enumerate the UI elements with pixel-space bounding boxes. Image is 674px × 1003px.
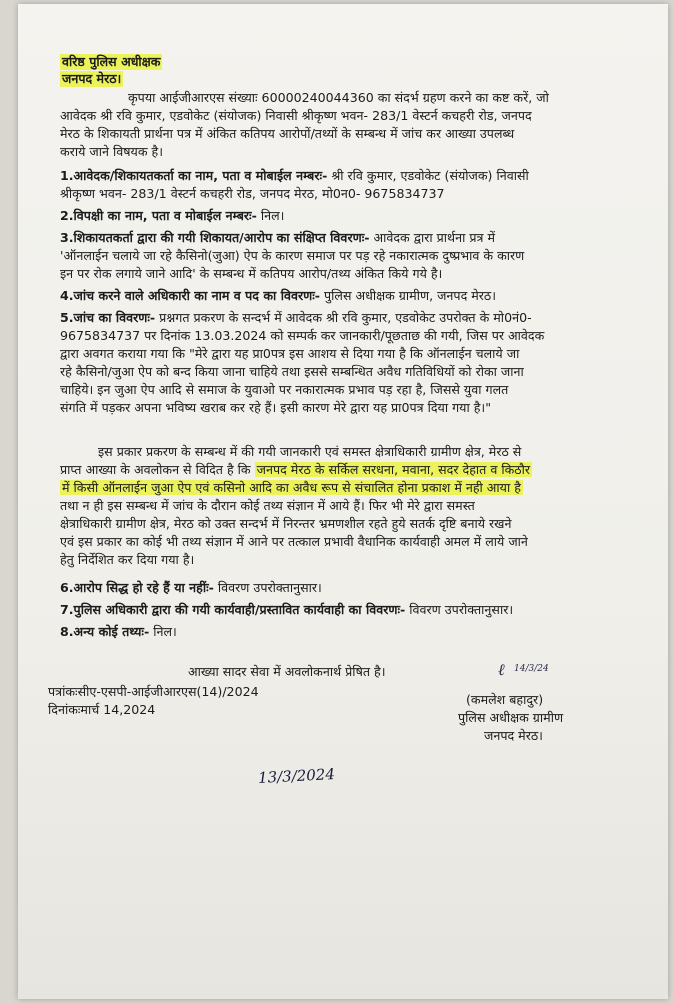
item-5-value: प्रश्नगत प्रकरण के सन्दर्भ में आवेदक श्री रवि कुमार, एडवोकेट उपरोक्त के मो0नं0- bbox=[155, 310, 532, 325]
item-4-value: पुलिस अधीक्षक ग्रामीण, जनपद मेरठ। bbox=[320, 288, 497, 303]
item-7-value: विवरण उपरोक्तानुसार। bbox=[405, 602, 514, 617]
item-6-line bbox=[60, 580, 322, 596]
signatory-district: जनपद मेरठ। bbox=[484, 728, 543, 743]
dinank: दिनांकःमार्च 14,2024 bbox=[48, 702, 156, 717]
item-3-line3: इन पर रोक लगाये जाने आदि' के सम्बन्ध में कतिपय आरोप/तथ्य अंकित किये गये है। bbox=[60, 266, 443, 281]
item-8-line bbox=[60, 624, 177, 640]
findings-line bbox=[60, 480, 523, 496]
item-3-label: 3.शिकायतकर्ता द्वारा की गयी शिकायत/आरोप का संक्षिप्त विवरणः- bbox=[60, 230, 370, 245]
item-3-line bbox=[60, 230, 495, 246]
item-6-value: विवरण उपरोक्तानुसार। bbox=[213, 580, 322, 595]
addressee-title: वरिष्ठ पुलिस अधीक्षक bbox=[62, 54, 161, 69]
item-2-value: निल। bbox=[256, 208, 285, 223]
item-5-label: 5.जांच का विवरणः- bbox=[60, 310, 156, 325]
signatory-designation: पुलिस अधीक्षक ग्रामीण bbox=[458, 710, 564, 725]
item-3-line2: 'ऑनलाईन चलाये जा रहे कैसिनो(जुआ) ऐप के कारण समाज पर पड़ रहे नकारात्मक दुष्प्रभाव के कारण bbox=[60, 248, 525, 263]
item-3-value: आवेदक द्वारा प्रार्थना प्रत्र में bbox=[369, 230, 496, 245]
findings-line: एवं इस प्रकार का कोई भी तथ्य संज्ञान में आने पर तत्काल प्रभावी वैधानिक कार्यवाही अमल में लाये जाने bbox=[60, 534, 528, 549]
handwritten-date: 13/3/2024 bbox=[257, 764, 336, 788]
findings-line: तथा न ही इस सम्बन्ध में जांच के दौरान कोई तथ्य संज्ञान में आये हैं। फिर भी मेरे द्वारा समस्त bbox=[60, 498, 475, 513]
signature-mark: ℓ bbox=[498, 660, 505, 679]
item-5-text: 9675834737 पर दिनांक 13.03.2024 को सम्पर्क कर जानकारी/पूछताछ की गयी, जिस पर आवेदक bbox=[60, 328, 545, 343]
findings-line: इस प्रकार प्रकरण के सम्बन्ध में की गयी जानकारी एवं समस्त क्षेत्राधिकारी ग्रामीण क्षेत्र, मेरठ से bbox=[98, 444, 522, 459]
intro-line: मेरठ के शिकायती प्रार्थना पत्र में अंकित कतिपय आरोपों/तथ्यों के सम्बन्ध में जांच कर आख्या उपलब्ध bbox=[60, 126, 515, 141]
signature-date: 14/3/24 bbox=[514, 664, 549, 674]
intro-line: कृपया आईजीआरएस संख्याः 60000240044360 का संदर्भ ग्रहण करने का कष्ट करें, जो bbox=[128, 90, 549, 105]
item-8-value: निल। bbox=[149, 624, 177, 639]
item-4-line bbox=[60, 288, 496, 304]
item-5-text: रहे कैसिनो/जुआ ऐप को बन्द किया जाना चाहिये तथा इससे सम्बन्धित अवैध गतिविधियों को रोका जाना bbox=[60, 364, 524, 379]
addressee-district: जनपद मेरठ। bbox=[62, 71, 122, 86]
item-1-line bbox=[60, 168, 529, 184]
findings-line: हेतु निर्देशित कर दिया गया है। bbox=[60, 552, 195, 567]
item-8-label: 8.अन्य कोई तथ्यः- bbox=[60, 624, 150, 639]
item-1-line2: श्रीकृष्ण भवन- 283/1 वेस्टर्न कचहरी रोड, जनपद मेरठ, मो0न0- 9675834737 bbox=[60, 186, 445, 201]
item-5-text: द्वारा अवगत कराया गया कि "मेरे द्वारा यह प्रा0पत्र इस आशय से दिया गया है कि ऑनलाईन चलाये जा bbox=[60, 346, 520, 361]
item-7-label: 7.पुलिस अधिकारी द्वारा की गयी कार्यवाही/प्रस्तावित कार्यवाही का विवरणः- bbox=[60, 602, 406, 617]
intro-line: आवेदक श्री रवि कुमार, एडवोकेट (संयोजक) निवासी श्रीकृष्ण भवन- 283/1 वेस्टर्न कचहरी रोड, जनपद bbox=[60, 108, 532, 123]
document-page bbox=[18, 4, 668, 999]
item-5-line bbox=[60, 310, 532, 326]
item-2-line bbox=[60, 208, 284, 224]
item-7-line bbox=[60, 602, 513, 618]
findings-line: क्षेत्राधिकारी ग्रामीण क्षेत्र, मेरठ को उक्त सन्दर्भ में निरन्तर भ्रमणशील रहते हुये सतर्क दृष्टि बनाये रखने bbox=[60, 516, 512, 531]
patrank: पत्रांकःसीए-एसपी-आईजीआरएस(14)/2024 bbox=[48, 684, 259, 699]
findings-line bbox=[60, 462, 532, 478]
item-5-text: चाहिये। इन जुआ ऐप आदि से समाज के युवाओ पर नकारात्मक प्रभाव पड़ रहा है, जिससे युवा गलत bbox=[60, 382, 509, 397]
item-6-label: 6.आरोप सिद्ध हो रहे हैं या नहींः- bbox=[60, 580, 214, 595]
item-2-label: 2.विपक्षी का नाम, पता व मोबाईल नम्बरः- bbox=[60, 208, 257, 223]
item-4-label: 4.जांच करने वाले अधिकारी का नाम व पद का विवरणः- bbox=[60, 288, 320, 303]
item-5-text: संगति में पड़कर अपना भविष्य खराब कर रहे हैं। इसी कारण मेरे द्वारा यह प्रा0पत्र दिया गया है।" bbox=[60, 400, 491, 415]
findings-text: प्राप्त आख्या के अवलोकन से विदित है कि bbox=[60, 462, 255, 477]
closing-line: आख्या सादर सेवा में अवलोकनार्थ प्रेषित है। bbox=[188, 664, 386, 679]
item-1-label: 1.आवेदक/शिकायतकर्ता का नाम, पता व मोबाईल नम्बरः- bbox=[60, 168, 328, 183]
findings-highlight: जनपद मेरठ के सर्किल सरधना, मवाना, सदर देहात व किठौर bbox=[256, 462, 531, 477]
signatory-name: (कमलेश बहादुर) bbox=[466, 692, 544, 707]
findings-highlight: में किसी ऑनलाईन जुआ ऐप एवं कसिनो आदि का अवैध रूप से संचालित होना प्रकाश में नही आया है bbox=[62, 480, 521, 495]
intro-line: कराये जाने विषयक है। bbox=[60, 144, 163, 159]
item-1-value: श्री रवि कुमार, एडवोकेट (संयोजक) निवासी bbox=[327, 168, 529, 183]
